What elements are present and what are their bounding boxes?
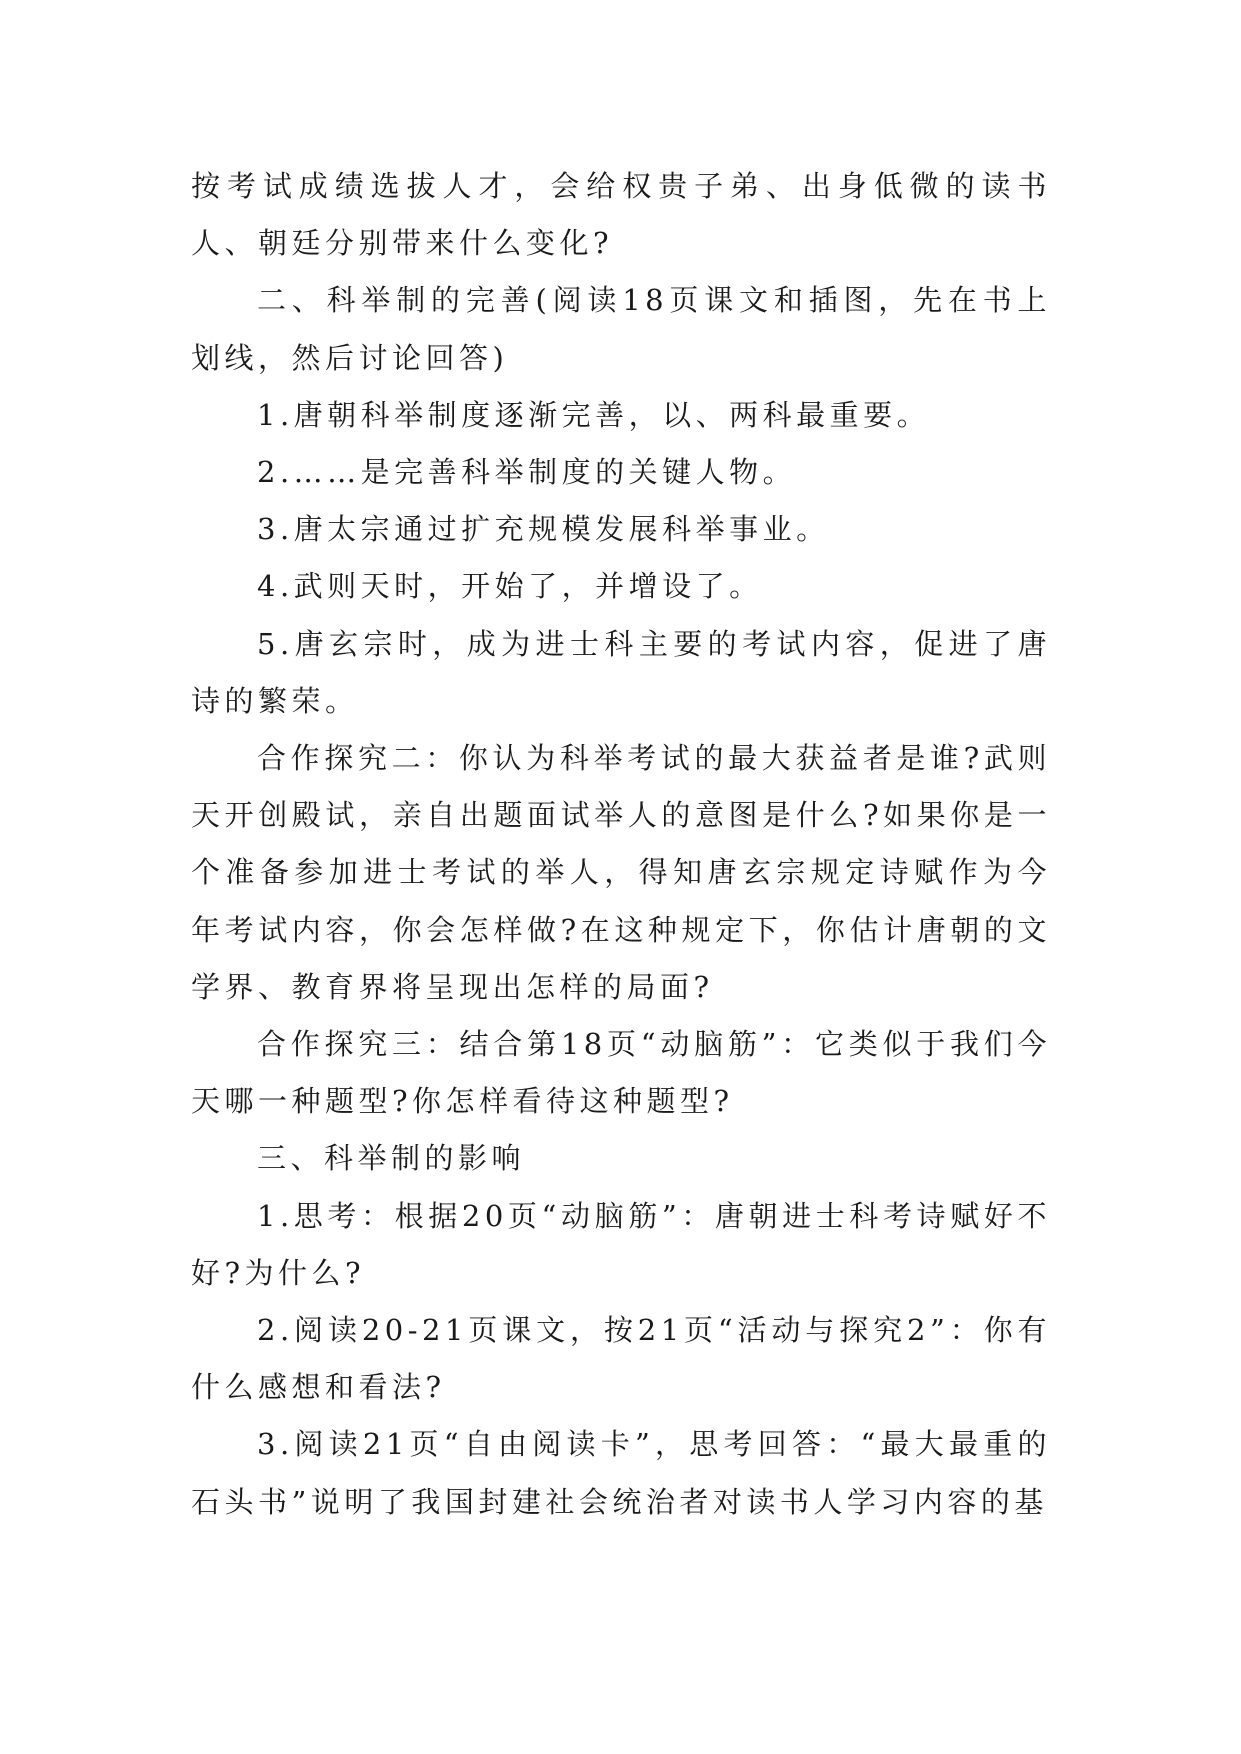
document-body [191, 158, 1051, 1531]
cooperative-inquiry-3: 合作探究三：结合第18页“动脑筋”：它类似于我们今天哪一种题型?你怎样看待这种题型? [191, 1027, 1051, 1119]
list-item-3-3: 3.阅读21页“自由阅读卡”，思考回答：“最大最重的石头书”说明了我国封建社会统治者对读书人学习内容的基 [191, 1427, 1051, 1519]
list-item-2-2: 2.……是完善科举制度的关键人物。 [257, 455, 797, 490]
section-heading-2: 二、科举制的完善(阅读18页课文和插图，先在书上划线，然后讨论回答) [191, 283, 1051, 375]
list-item-2-4: 4.武则天时，开始了，并增设了。 [257, 569, 763, 604]
section-heading-3: 三、科举制的影响 [257, 1141, 526, 1176]
list-item-2-1: 1.唐朝科举制度逐渐完善，以、两科最重要。 [257, 397, 931, 432]
list-item-2-5: 5.唐玄宗时，成为进士科主要的考试内容，促进了唐诗的繁荣。 [191, 626, 1051, 718]
cooperative-inquiry-2: 合作探究二：你认为科举考试的最大获益者是谁?武则天开创殿试，亲自出题面试举人的意图是什么?如果你是一个准备参加进士考试的举人，得知唐玄宗规定诗赋作为今年考试内容，你会怎样做?在这种规定下，你估计唐朝的文学界、教育界将呈现出怎样的局面? [191, 741, 1051, 1004]
paragraph-continuation: 按考试成绩选拔人才，会给权贵子弟、出身低微的读书人、朝廷分别带来什么变化? [191, 169, 1051, 261]
list-item-3-1: 1.思考：根据20页“动脑筋”：唐朝进士科考诗赋好不好?为什么? [191, 1198, 1051, 1290]
list-item-3-2: 2.阅读20-21页课文，按21页“活动与探究2”：你有什么感想和看法? [191, 1313, 1051, 1405]
list-item-2-3: 3.唐太宗通过扩充规模发展科举事业。 [257, 512, 830, 547]
